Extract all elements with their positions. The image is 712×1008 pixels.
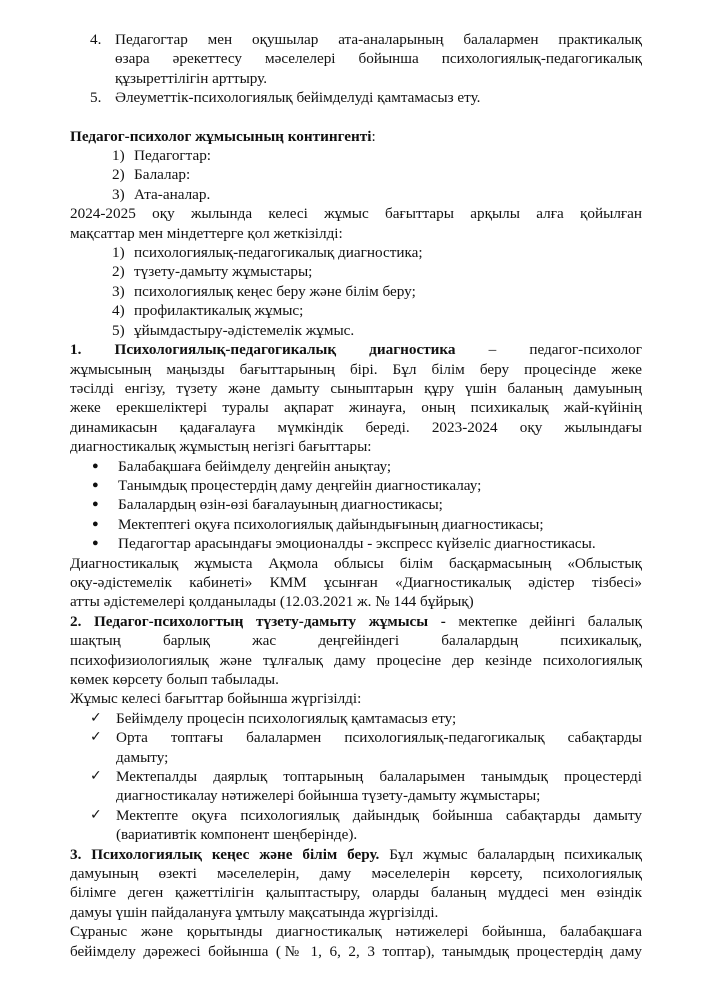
list-item [70, 515, 642, 534]
goal-number: 5. [90, 89, 102, 107]
item-number: 2) [112, 263, 125, 281]
checkmark-icon: ✓ [90, 709, 102, 726]
item-text: Танымдық процестердің даму деңгейін диагностикалау; [118, 476, 482, 494]
goal-text-line: құзыреттілігін арттыру. [115, 69, 268, 87]
goal-item-5 [70, 88, 642, 107]
list-item [70, 243, 642, 262]
bullet-icon: ● [92, 478, 99, 491]
item-text: профилактикалық жұмыс; [134, 302, 304, 320]
section1-after-line: Диагностикалық жұмыста Ақмола облысы білім басқармасының «Облыстық [70, 554, 642, 572]
correction-check-list [70, 709, 642, 845]
section1-title: Психологиялық-педагогикалық диагностика [114, 341, 456, 359]
item-text: Балалар: [134, 166, 191, 184]
list-item [70, 282, 642, 301]
list-item [70, 476, 642, 495]
list-item [70, 806, 642, 845]
section3-title: 3. Психологиялық кеңес және білім беру. [70, 845, 380, 863]
section2-conduct-intro: Жұмыс келесі бағыттар бойынша жүргізілді: [70, 690, 362, 708]
goal-number: 4. [90, 31, 102, 48]
goal-item-4 [70, 30, 642, 88]
item-text: Мектепалды даярлық топтарының балаларымен танымдық процестерді [116, 768, 642, 786]
section1-first-line [70, 340, 642, 359]
item-text: ұйымдастыру-әдістемелік жұмыс. [134, 321, 355, 339]
section1-number: 1. [70, 341, 82, 359]
section3-closing-line: бейімделу дәрежесі бойынша (№ 1, 6, 2, 3 топтар), танымдық процестердің даму [70, 942, 642, 960]
list-item [70, 185, 642, 204]
list-item [70, 767, 642, 806]
diagnostics-bullet-list [70, 457, 642, 554]
item-text: Балабақшаға бейімделу деңгейін анықтау; [118, 457, 392, 475]
section3-line: дамуы үшін пайдалануға ұмтылу мақсатында жүргізілді. [70, 903, 439, 921]
goal-text-line: Әлеуметтік-психологиялық бейімделуді қамтамасыз ету. [115, 89, 481, 107]
item-text: Мектептегі оқуға психологиялық дайындығының диагностикасы; [118, 515, 544, 533]
item-text: Педагогтар арасындағы эмоционалды - экспресс күйзеліс диагностикасы. [118, 535, 596, 553]
item-text: дамыту; [116, 748, 169, 766]
section1-first-tail: – педагог-психолог [488, 341, 643, 359]
checkmark-icon: ✓ [90, 729, 102, 746]
section2-line: психофизиологиялық және тұлғалық даму процесіне дер кезінде психологиялық [70, 651, 642, 669]
section2-line: көмек көрсету болып табылады. [70, 671, 279, 688]
section1-after-line: атты әдістемелері қолданылады (12.03.2021 ж. № 144 бұйрық) [70, 593, 474, 611]
list-item [70, 457, 642, 476]
item-text: Балалардың өзін-өзі бағалауының диагностикасы; [118, 496, 443, 514]
contingent-heading-colon: : [371, 127, 376, 145]
section2-title: 2. Педагог-психологтың түзету-дамыту жұмысы - [70, 612, 446, 630]
section3-closing-line: Сұраныс және қорытынды диагностикалық нәтижелері бойынша, балабақшаға [70, 923, 642, 941]
section3-first-line [70, 845, 642, 864]
directions-intro-line: мақсаттар мен міндеттерге қол жеткізілді: [70, 224, 343, 242]
item-number: 1) [112, 244, 125, 262]
item-text: Орта топтағы балалармен психологиялық-педагогикалық сабақтарды [116, 729, 642, 747]
section3-line: дамуының өзекті мәселелерін, даму мәселелерін көрсету, психологиялық [70, 865, 642, 883]
section1-line: жұмысының маңызды бағыттарының бірі. Бұл білім беру процесінде жеке [70, 360, 642, 378]
item-text: Мектепте оқуға психологиялық дайындық бойынша сабақтарды дамыту [116, 806, 642, 824]
checkmark-icon: ✓ [90, 806, 102, 823]
list-item [70, 709, 642, 728]
item-text: Ата-аналар. [134, 185, 211, 203]
list-item [70, 146, 642, 165]
list-item [70, 301, 642, 320]
item-number: 3) [112, 185, 125, 203]
section2-first-line [70, 612, 642, 631]
list-item [70, 321, 642, 340]
item-text: (вариативтік компонент шеңберінде). [116, 826, 358, 844]
item-text: түзету-дамыту жұмыстары; [134, 263, 313, 281]
item-text: Бейімделу процесін психологиялық қамтамасыз ету; [116, 709, 457, 727]
contingent-heading [70, 127, 642, 146]
section1-line: диагностикалық жұмыстың негізгі бағыттары: [70, 438, 372, 456]
goals-list [70, 30, 642, 108]
list-item [70, 495, 642, 514]
section2-line: шақтың барлық жас деңгейіндегі балалардың психикалық, [70, 632, 642, 650]
item-number: 2) [112, 166, 125, 184]
item-number: 1) [112, 147, 125, 165]
bullet-icon: ● [92, 517, 99, 530]
directions-list [70, 243, 642, 340]
bullet-icon: ● [92, 498, 99, 511]
bullet-icon: ● [92, 459, 99, 472]
section3-first-tail: Бұл жұмыс балалардың психикалық [379, 845, 642, 863]
directions-intro-line: 2024-2025 оқу жылында келесі жұмыс бағыттары арқылы алға қойылған [70, 205, 642, 223]
goal-text-line: Педагогтар мен оқушылар ата-аналарының балалармен практикалық [115, 31, 642, 48]
section1-line: жеке ерекшеліктері туралы ақпарат жинауға, оның психикалық жай-күйінің [70, 399, 642, 417]
list-item [70, 165, 642, 184]
section1-line: тәсілді енгізу, түзету және дамыту сыныптарын құру үшін баланың дамуының [70, 379, 642, 397]
item-text: психологиялық кеңес беру және білім беру; [134, 282, 416, 300]
section2-first-tail: мектепке дейінгі балалық [445, 612, 642, 630]
item-text: диагностикалау нәтижелері бойынша түзету-дамыту жұмыстары; [116, 787, 541, 805]
list-item [70, 728, 642, 767]
goal-text-line: өзара әрекеттесу мәселелері бойынша психологиялық-педагогикалық [115, 50, 642, 68]
section1-line: динамикасын қадағалауға мүмкіндік береді. 2023-2024 оқу жылындағы [70, 418, 642, 436]
item-number: 4) [112, 302, 125, 320]
section1-after-line: оқу-әдістемелік кабинеті» КММ ұсынған «Диагностикалық әдістер тізбесі» [70, 573, 642, 591]
item-number: 3) [112, 282, 125, 300]
contingent-heading-text: Педагог-психолог жұмысының контингенті [70, 127, 372, 145]
bullet-icon: ● [92, 537, 99, 550]
contingent-list [70, 146, 642, 204]
section3-line: білімге деген қажеттілігін қалыптастыру, оларды баланың мүддесі мен өзіндік [70, 884, 642, 902]
item-text: психологиялық-педагогикалық диагностика; [134, 244, 423, 262]
list-item [70, 534, 642, 553]
item-text: Педагогтар: [134, 147, 212, 165]
list-item [70, 262, 642, 281]
item-number: 5) [112, 321, 125, 339]
checkmark-icon: ✓ [90, 768, 102, 785]
